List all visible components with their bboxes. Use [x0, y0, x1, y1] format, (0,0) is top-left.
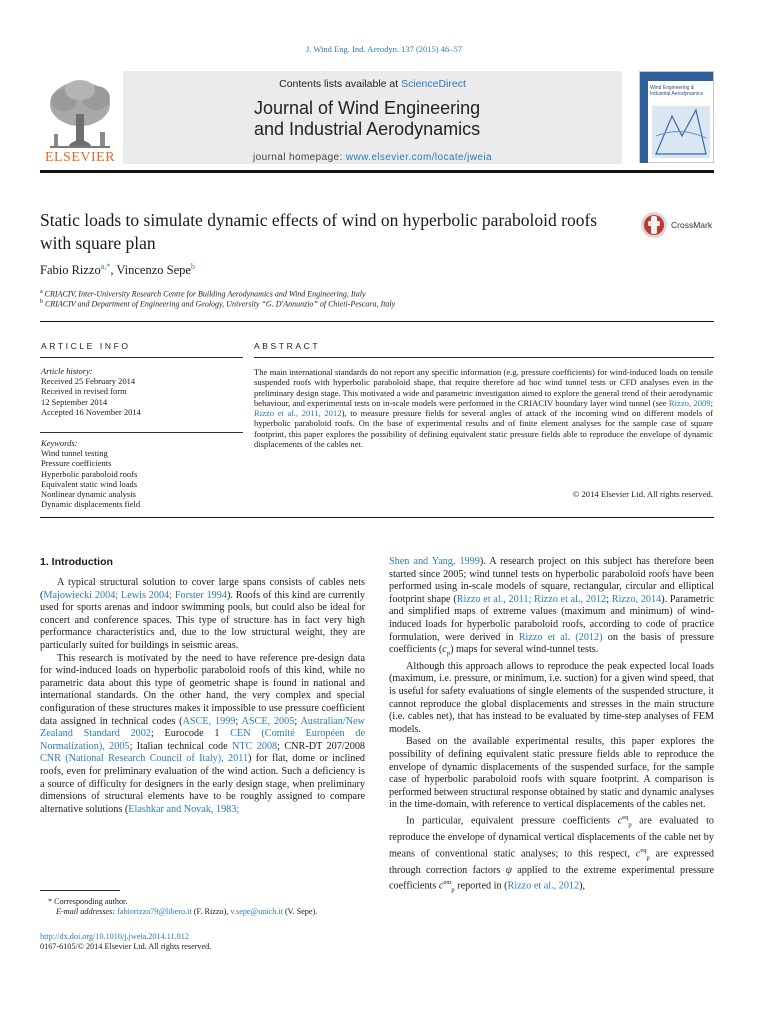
body-text: A typical structural solution to cover large spans consists of cables nets (: [40, 577, 365, 601]
contents-line: [123, 78, 622, 90]
body-text: reported in (: [454, 880, 508, 892]
body-text: ; Italian technical code: [129, 740, 232, 752]
email-owner: (V. Sepe).: [282, 907, 318, 916]
email-label: E-mail addresses:: [56, 907, 118, 916]
history-entry: Received 25 February 2014: [41, 376, 136, 387]
history-entry: Received in revised form: [41, 386, 127, 397]
author-name[interactable]: Vincenzo Sepe: [116, 263, 191, 278]
email-owner: (F. Rizzo),: [191, 907, 231, 916]
body-paragraph: [389, 812, 714, 897]
symbol-psi: ψ: [505, 864, 512, 876]
keyword-item: Hyperbolic paraboloid roofs: [41, 468, 138, 479]
citation-link[interactable]: NTC 2008: [232, 740, 278, 752]
crossmark-badge[interactable]: [640, 210, 730, 242]
citation-link[interactable]: Rizzo et al. (2012): [518, 631, 603, 643]
affiliation-marker: a: [40, 289, 43, 295]
corresponding-author-note: * Corresponding author.: [48, 897, 128, 906]
cover-graphic-icon: [652, 106, 710, 158]
body-text: applied to the extreme experimental pressure coefficients: [389, 864, 714, 892]
body-paragraph: Although this approach allows to reproduce the peak expected local loads (maximum, i.e. pressure, or minimum, i.e. suction) for a given wind speed, that is useful for safety evaluations of single elements of the suspended structure, it cannot reproduce the global displacements and stresses in the main structure (i.e. cables net), that has instead to be evaluated by time-step analyses of FEM models.: [389, 660, 714, 735]
journal-cover-thumbnail[interactable]: [639, 71, 714, 163]
issn-copyright: 0167-6105/© 2014 Elsevier Ltd. All rights reserved.: [40, 942, 212, 951]
citation-link[interactable]: CEN (Comité Européen de Normalization), 2005: [40, 728, 365, 752]
contents-prefix: Contents lists available at: [279, 78, 402, 90]
citation-link[interactable]: ASCE, 2005: [241, 715, 295, 727]
body-column-left: [40, 577, 365, 816]
body-paragraph: Based on the available experimental results, this paper explores the possibility of defining equivalent static pressure fields able to reproduce the envelope of dynamic displacements of the suspended surface, for the sample case of hyperbolic paraboloid roofs with square footprint. A comparison is performed between structural response obtained by static and dynamic analyses in the time-domain, with reference to vertical displacements of the cables net.: [389, 736, 714, 811]
body-paragraph: [389, 556, 714, 661]
body-text: ). Parametric and simplified maps of extreme values (maximum and minimum) of wind-induced loads for hyperbolic paraboloid roofs, according to code of practice formulation, were derived in: [389, 593, 715, 643]
keyword-item: Pressure coefficients: [41, 458, 112, 469]
body-text: ). Roofs of this kind are currently used for sports arenas and indoor swimming pools, but could also be ideal for concert and conference spaces. This type of structure has in fact very high performance characteristics and, due to the low structural weight, they are particularly suited for buildings in seismic areas.: [40, 589, 365, 651]
body-text: ; Eurocode 1: [150, 728, 231, 740]
history-entry: 12 September 2014: [41, 396, 108, 407]
affiliation-text: CRIACIV, Inter-University Research Centre for Building Aerodynamics and Wind Engineering, Italy: [44, 289, 366, 299]
abstract-text-part: ), to measure pressure fields for several angles of attack of the incoming wind on different models of hyperbolic paraboloid roofs. On the base of experimental results and of finite element analyses for the sample case of square footprint, this paper explores the possibility of defining equivalent static pressure fields able to reproduce the envelope of dynamic displacements of the cables net.: [254, 408, 713, 449]
abstract-text: [254, 367, 713, 449]
crossmark-label: CrossMark: [671, 220, 713, 230]
body-text: This research is motivated by the need to have reference pre-design data for wind-induced loads on hyperbolic paraboloid roofs of this kind, while no parametric data about this type of geometric shape is found in national and international standards. On the other hand, the very complex and special configuration of these structures makes it impossible to use pressure coefficient data assigned in technical codes (: [40, 652, 365, 727]
body-text: In particular, equivalent pressure coefficients: [406, 815, 618, 827]
abstract-text-part: The main international standards do not report any specific information (e.g. pressure coefficients) for wind-induced loads on tensile suspended roofs with hyperbolic paraboloid shape, that require therefore ad hoc wind tunnel tests or CFD analyses even in the preliminary design stage. This motivated a wide and parametric investigation aimed to explore the general trend of their aerodynamic behaviour, and experimental tests on in-scale models were performed in the CRIACIV boundary layer wind tunnel (see: [254, 367, 713, 408]
symbol-superscript: eq: [622, 813, 629, 821]
author-separator: ,: [110, 263, 117, 278]
section-heading-introduction: 1. Introduction: [40, 556, 113, 568]
symbol-cp-em: c: [438, 880, 444, 892]
body-text: are expressed through correction factors: [389, 847, 714, 876]
history-entry: Accepted 16 November 2014: [41, 406, 141, 417]
body-text: ;: [606, 593, 612, 605]
body-paragraph: [40, 653, 365, 817]
body-text: ) for flat, dome or inclined roofs, even for preliminary evaluation of the wind action. Such a deficiency is a source of difficulty for designers in the early design stage, when preliminary dimensions of structural elements have to be roughly assigned to compare alternative solutions (: [40, 753, 365, 815]
body-text: ),: [579, 880, 586, 892]
affiliation-a: [40, 289, 366, 299]
email-link[interactable]: v.sepe@unich.it: [230, 907, 283, 916]
abstract-copyright: © 2014 Elsevier Ltd. All rights reserved.: [572, 489, 713, 499]
journal-title[interactable]: [254, 98, 480, 140]
article-info-heading: ARTICLE INFO: [41, 341, 131, 351]
citation-link[interactable]: CNR (National Research Council of Italy), 2011: [40, 753, 249, 765]
body-text: on the basis of pressure coefficients (: [389, 631, 714, 656]
elsevier-wordmark[interactable]: ELSEVIER: [44, 150, 116, 165]
keyword-item: Dynamic displacements field: [41, 499, 141, 510]
citation-link[interactable]: Rizzo, 2014: [611, 593, 662, 605]
journal-citation[interactable]: J. Wind Eng. Ind. Aerodyn. 137 (2015) 46–57: [305, 44, 463, 54]
cover-side-band: [640, 81, 648, 163]
symbol-subscript: p: [646, 853, 650, 861]
symbol-subscript: p: [628, 821, 632, 829]
email-addresses: [56, 907, 317, 917]
citation-link[interactable]: Shen and Yang, 1999: [389, 556, 480, 567]
citation-link[interactable]: Rizzo et al., 2011; Rizzo et al., 2012: [456, 593, 607, 605]
symbol-cp: c: [442, 644, 447, 656]
abstract-rule: [254, 357, 714, 358]
affiliation-b: [40, 299, 395, 309]
abstract-heading: ABSTRACT: [254, 341, 321, 351]
article-history: [41, 366, 241, 417]
title-block-rule: [40, 321, 714, 322]
affiliation-marker: b: [40, 299, 43, 305]
symbol-cp-eq: c: [617, 815, 623, 827]
doi-url[interactable]: http://dx.doi.org/10.1016/j.jweia.2014.11.012: [40, 932, 189, 941]
affiliation-text: CRIACIV and Department of Engineering and Geology, University “G. D'Annunzio” of Chieti-Pescara, Italy: [45, 299, 396, 309]
crossmark-icon: [640, 210, 668, 240]
symbol-subscript: p: [446, 650, 451, 658]
citation-link[interactable]: Rizzo et al., 2011, 2012: [254, 408, 342, 418]
symbol-superscript: eq: [640, 846, 647, 854]
body-paragraph: [40, 577, 365, 653]
symbol-subscript: p: [451, 886, 455, 894]
author-name[interactable]: Fabio Rizzo: [40, 263, 101, 278]
citation-link[interactable]: ASCE, 1999: [182, 715, 236, 727]
history-label: Article history:: [41, 366, 93, 376]
body-text: are evaluated to reproduce the envelope of dynamical vertical displacements of the cable net by means of conventional static analyses; to this respect,: [389, 815, 714, 859]
doi-link[interactable]: [40, 932, 189, 942]
article-info-bottom-rule: [40, 517, 714, 518]
article-title: Static loads to simulate dynamic effects of wind on hyperbolic paraboloid roofs with square plan: [40, 210, 598, 253]
author-list: [40, 262, 195, 278]
homepage-prefix: journal homepage:: [253, 152, 346, 163]
keywords-list: [41, 438, 241, 509]
body-text: ;: [294, 715, 301, 727]
keyword-item: Equivalent static wind loads: [41, 478, 138, 489]
keyword-item: Wind tunnel testing: [41, 448, 108, 459]
body-text: ; CNR-DT 207/2008: [277, 740, 366, 752]
citation-link[interactable]: Australian/New Zealand Standard 2002: [40, 715, 365, 740]
citation-link[interactable]: Rizzo et al., 2012: [507, 880, 580, 892]
author-affiliation-marker[interactable]: a,*: [100, 262, 111, 271]
keywords-label: Keywords:: [41, 438, 78, 448]
homepage-link[interactable]: www.elsevier.com/locate/jweia: [345, 152, 492, 163]
keyword-item: Nonlinear dynamic analysis: [41, 489, 136, 500]
masthead-rule: [40, 170, 714, 173]
body-column-right: [389, 556, 714, 897]
journal-title-line2: and Industrial Aerodynamics: [254, 119, 481, 139]
footnote-rule: [40, 890, 120, 891]
symbol-cp-eq: c: [635, 847, 641, 859]
abstract-separator: ;: [710, 397, 713, 408]
citation-link[interactable]: Majowiecki 2004; Lewis 2004; Forster 1994: [43, 589, 227, 601]
symbol-superscript: em: [443, 879, 452, 887]
cover-title: Wind Engineering & Industrial Aerodynamics: [650, 85, 704, 97]
author-affiliation-marker[interactable]: b: [190, 262, 195, 271]
journal-homepage: [123, 152, 622, 163]
body-text: ) maps for several wind-tunnel tests.: [450, 644, 599, 656]
article-info-rule: [40, 357, 243, 358]
citation-link[interactable]: Rizzo, 2009: [668, 397, 711, 408]
citation-link[interactable]: Elashkar and Novak, 1983;: [128, 803, 240, 815]
body-text: ;: [235, 715, 242, 727]
sciencedirect-link[interactable]: ScienceDirect: [401, 78, 466, 90]
cover-top-band: [640, 72, 713, 81]
body-text: ). A research project on this subject has therefore been started since 2005; wind tunnel tests on hyperbolic paraboloid roofs have been performed using in-scale models of square, rectangular, circular and elliptical footprint shape (: [389, 556, 714, 605]
keywords-rule: [40, 432, 243, 433]
email-link[interactable]: fabiorizzo79@libero.it: [117, 907, 192, 916]
journal-title-line1: Journal of Wind Engineering: [254, 98, 481, 118]
